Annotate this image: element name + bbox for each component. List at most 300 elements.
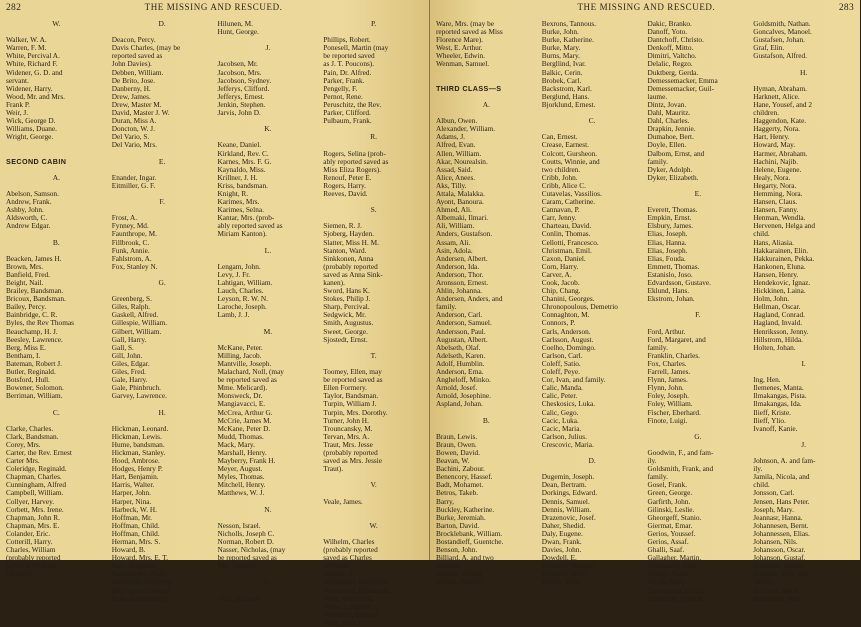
- name-entry: De Brito, Jose.: [111, 75, 156, 85]
- name-entry: Renouf, Peter E.: [323, 172, 372, 182]
- name-entry: Malachard, Noll, (may: [217, 367, 284, 377]
- name-entry: Coelho, Domingo.: [541, 342, 596, 352]
- name-entry: Clarke, Charles.: [6, 423, 54, 433]
- name-entry: Chapman, John R.: [6, 512, 60, 522]
- name-entry: Traut, Mrs. Jesse: [323, 439, 373, 449]
- name-entry: Ware, John J.: [323, 617, 363, 627]
- name-entry: Hakkarainen, Elin.: [753, 245, 809, 255]
- name-entry: Botsford, Hull.: [6, 375, 50, 385]
- name-entry: Coleff, Satio.: [541, 358, 581, 368]
- name-entry: Burns, Mary.: [541, 51, 580, 61]
- letter-heading: S.: [370, 205, 377, 215]
- letter-heading: J.: [265, 43, 271, 53]
- name-entry: Barton, David.: [436, 520, 480, 530]
- name-entry: Charteau, David.: [541, 221, 592, 231]
- name-entry: Bexrons, Tannous.: [541, 19, 597, 28]
- name-entry: Coleff, Peye.: [541, 367, 580, 377]
- name-entry: Ford, Margaret, and: [647, 334, 706, 344]
- letter-heading: A.: [52, 172, 61, 182]
- name-entry: Rogers, Selina (prob-: [323, 148, 386, 158]
- letter-heading: G.: [694, 431, 702, 441]
- name-entry: Dalbom, Ernst, and: [647, 148, 705, 158]
- name-entry: Hickman, Stanley.: [111, 447, 166, 457]
- name-entry: Hood, Ambrose.: [111, 456, 160, 466]
- name-entry: Elsbury, James.: [647, 221, 694, 231]
- name-entry: Deacon, Percy.: [111, 35, 156, 45]
- name-entry: Dumahoe, Bert.: [647, 132, 694, 142]
- name-entry: ably reported saved as: [323, 156, 389, 166]
- name-entry: Jenkin, Stephen.: [217, 99, 266, 109]
- name-entry: Asin, Adola.: [436, 245, 473, 255]
- letter-heading: F.: [159, 197, 165, 207]
- name-entry: Backstrom, Karl.: [541, 83, 592, 93]
- name-entry: Karnes, Mrs. F. G.: [217, 156, 272, 166]
- name-entry: Marshall, Henry.: [217, 447, 267, 457]
- name-entry: Nasser, Nicholas, (may: [217, 545, 286, 555]
- name-entry: McKane, Peter.: [217, 342, 263, 352]
- right-page: [430, 0, 860, 603]
- name-column: [542, 20, 643, 603]
- letter-heading: K.: [264, 124, 272, 134]
- name-entry: Giles, Edgar.: [111, 358, 150, 368]
- name-entry: McKane, Peter D.: [217, 423, 271, 433]
- name-entry: Gheorgeff, Stanio.: [647, 512, 702, 522]
- letter-heading: I.: [801, 358, 806, 368]
- name-entry: Mudd, Thomas.: [217, 431, 264, 441]
- letter-heading: J.: [801, 439, 807, 449]
- name-entry: Bjorklund, Ernest.: [541, 99, 596, 109]
- name-entry: Giermat, Emar.: [647, 520, 693, 530]
- name-entry: Johansen, Nils.: [753, 537, 798, 546]
- name-entry: Veale, James.: [323, 496, 363, 506]
- name-entry: Lauch, Charles.: [217, 286, 264, 296]
- name-entry: Clark, Bandsman.: [6, 431, 59, 441]
- name-entry: laume.: [647, 91, 668, 101]
- name-entry: Funk, Annie.: [111, 245, 150, 255]
- name-column: [218, 20, 319, 627]
- name-entry: Beacken, James H.: [6, 253, 62, 263]
- name-entry: Siemen, R. J.: [323, 221, 362, 231]
- name-entry: Gustafsen, Johan.: [753, 35, 805, 45]
- name-entry: Burke, Katherine.: [541, 35, 594, 45]
- name-entry: Mitchell, Henry.: [217, 480, 266, 490]
- name-entry: Flynn, John.: [647, 383, 684, 393]
- name-entry: Davies, John.: [541, 545, 582, 555]
- name-entry: Williams, Duane.: [6, 124, 57, 134]
- name-entry: Aronsson, Ernest.: [436, 278, 489, 287]
- spacer: [6, 141, 107, 149]
- name-entry: Gosel, Frank.: [647, 480, 688, 490]
- name-entry: Warren, F. M.: [6, 43, 47, 53]
- name-entry: Beauchamp, H. J.: [6, 326, 58, 336]
- name-entry: Edvardsson, Gustave.: [647, 278, 711, 287]
- name-entry: Delalic, Regzo.: [647, 59, 693, 69]
- name-entry: Sweet, George.: [323, 326, 368, 336]
- name-entry: family.: [753, 577, 774, 587]
- name-entry: Ahlin, Johanna.: [436, 286, 483, 296]
- name-entry: Gallagher, Martin.: [647, 553, 702, 563]
- name-entry: Jefferys, Ernest.: [217, 91, 265, 101]
- name-entry: Carter Mrs.: [6, 456, 40, 466]
- name-entry: Arnold, Josef.: [436, 383, 478, 393]
- name-entry: Corn, Harry.: [541, 261, 579, 271]
- name-entry: family.: [647, 156, 668, 166]
- name-entry: Hickkinen, Laina.: [753, 286, 806, 296]
- letter-heading: R.: [370, 132, 378, 142]
- name-entry: Joseph, Mary.: [753, 504, 794, 514]
- name-entry: Bateman, Robert J.: [6, 358, 62, 368]
- name-entry: Mangiavacci, E.: [217, 399, 266, 409]
- name-entry: Fischer, Eberhard.: [647, 407, 701, 417]
- name-entry: Gustafsch, Gideon.: [647, 593, 704, 603]
- name-entry: Andersen, Anders, and: [436, 294, 503, 304]
- name-entry: Wilhelm, Charles: [323, 537, 375, 546]
- letter-heading: B.: [482, 415, 490, 425]
- name-entry: Cutavelas, Vassilios.: [541, 188, 602, 198]
- name-entry: Gale, Harry.: [111, 375, 148, 385]
- name-column: [648, 20, 749, 603]
- name-entry: two children.: [541, 164, 581, 174]
- name-entry: Weise, Leopold.: [323, 601, 371, 611]
- name-entry: child.: [753, 480, 770, 490]
- name-entry: Balkic, Cerin.: [541, 67, 583, 77]
- name-entry: Fox, Stanley N.: [111, 261, 158, 271]
- name-entry: ily.: [753, 464, 763, 474]
- name-entry: Eitmiller, G. F.: [111, 180, 156, 190]
- name-entry: Hale, Reginald.: [111, 561, 158, 571]
- name-entry: Hane, Yousef, and 2: [753, 99, 813, 109]
- name-entry: Karimes, Mrs.: [217, 197, 260, 207]
- name-entry: Dantchoff, Christo.: [647, 35, 704, 45]
- name-entry: Bowener, Solomon.: [6, 383, 64, 393]
- name-entry: Carlsson, August.: [541, 334, 594, 344]
- name-entry: (probably reported: [6, 553, 61, 563]
- letter-heading: B.: [52, 237, 60, 247]
- name-entry: Coutts, Winnie, and: [541, 156, 600, 166]
- name-entry: Wright, George.: [6, 132, 54, 142]
- name-entry: Williams.: [323, 561, 352, 571]
- name-entry: Connaghton, M.: [541, 310, 590, 320]
- name-entry: Hume, bandsman.: [111, 439, 165, 449]
- name-entry: Taylor, Bandsman.: [323, 391, 379, 401]
- name-entry: Assad, Said.: [436, 164, 473, 174]
- name-entry: Carlson, Carl.: [541, 350, 583, 360]
- name-entry: Flynn, James.: [647, 375, 688, 385]
- name-entry: Cor, Ivan, and family.: [541, 375, 606, 385]
- name-entry: Bergllind, Ivar.: [541, 59, 586, 69]
- name-entry: Hansen, Claus.: [753, 197, 798, 207]
- name-entry: Carr, Jenny.: [541, 213, 577, 223]
- name-entry: Hickman, Leonard.: [111, 423, 169, 433]
- name-entry: Hervenen, Helga and: [753, 221, 816, 231]
- name-entry: Dennis, William.: [541, 504, 592, 514]
- name-entry: Harper, John.: [111, 488, 151, 498]
- right-name-columns: [436, 20, 854, 603]
- name-entry: Glynn, Mary.: [647, 577, 687, 587]
- name-entry: Hagland, Invald.: [753, 318, 803, 328]
- name-entry: Bacoss, Boulos.: [436, 577, 483, 587]
- name-entry: Dwyer, Tillie.: [541, 577, 583, 587]
- name-entry: Gilinski, Leslie.: [647, 504, 695, 514]
- name-entry: Daher, Shedid.: [541, 520, 586, 530]
- name-entry: Drew, James.: [111, 91, 151, 101]
- name-entry: Lamb, J. J.: [217, 310, 250, 320]
- name-entry: Daly, Eugene.: [541, 528, 583, 538]
- name-entry: Hodges, Henry P.: [111, 464, 163, 474]
- name-entry: Wenman, Samuel.: [436, 59, 490, 69]
- name-entry: Danberny, H.: [111, 83, 151, 93]
- name-entry: Foley, William.: [647, 399, 693, 409]
- name-entry: Brocklebank, William.: [436, 528, 503, 538]
- name-entry: Weir, J.: [6, 108, 29, 118]
- name-entry: Ayont, Banoura.: [436, 197, 484, 207]
- name-entry: Herman, Mrs. S.: [111, 537, 161, 546]
- name-entry: Gronnestad, Daniel.: [647, 585, 707, 595]
- name-entry: Johansson, Oscar.: [753, 545, 806, 555]
- name-entry: Miss Eliza Rogers).: [323, 164, 382, 174]
- name-entry: Enander, Ingar.: [111, 172, 157, 182]
- name-entry: Assam, Ali.: [436, 237, 471, 247]
- name-entry: Johnsson, Malkar.: [753, 561, 807, 571]
- name-entry: Everett, Thomas.: [647, 205, 698, 215]
- name-entry: Dorkings, Edward.: [541, 488, 598, 498]
- name-entry: Holten, Johan.: [753, 342, 796, 352]
- name-entry: Karimes, Selna.: [217, 205, 264, 215]
- name-entry: Norman, Robert D.: [217, 537, 274, 546]
- name-entry: Anderson, Thor.: [436, 269, 484, 279]
- name-entry: Hankonen, Eluna.: [753, 261, 806, 271]
- name-entry: Hoffman, Child.: [111, 520, 160, 530]
- section-heading: SECOND CABIN: [6, 156, 67, 166]
- name-entry: Cribb, John.: [541, 172, 578, 182]
- name-entry: Bainbridge, C. R.: [6, 310, 58, 320]
- name-entry: Calic, Manda.: [541, 383, 583, 393]
- name-entry: Banfield, Fred.: [6, 269, 50, 279]
- letter-heading: T.: [370, 350, 377, 360]
- name-entry: Coleridge, Reginald.: [6, 464, 67, 474]
- name-entry: Bachini, Zabour.: [436, 464, 485, 474]
- name-entry: Dimitri, Valtcho.: [647, 51, 697, 61]
- name-entry: Demessemacker, Guil-: [647, 83, 715, 93]
- name-entry: Gerios, Assaf.: [647, 537, 689, 546]
- name-entry: servant.: [6, 75, 29, 85]
- name-entry: Otter, Richard.: [217, 593, 261, 603]
- name-entry: Slatter, Miss H. M.: [323, 237, 379, 247]
- name-entry: Stokes, Philip J.: [323, 294, 371, 304]
- name-entry: Green, George.: [647, 488, 693, 498]
- name-entry: Dakic, Branko.: [647, 19, 692, 28]
- name-entry: Keane, Daniel.: [217, 140, 262, 150]
- name-entry: Phillips, Robert.: [323, 35, 371, 45]
- name-entry: Goodwin, F., and fam-: [647, 447, 714, 457]
- name-entry: Harknett, Alice.: [753, 91, 800, 101]
- name-entry: Gale, Phinbruch.: [111, 383, 161, 393]
- name-entry: Braun, Lewis.: [436, 431, 478, 441]
- name-entry: Goldsmith, Nathan.: [753, 19, 811, 28]
- name-entry: Ali, William.: [436, 221, 475, 231]
- name-entry: Dahl, Charles.: [647, 116, 690, 126]
- name-entry: Elias, Hanna.: [647, 237, 687, 247]
- name-entry: (probably reported: [323, 261, 378, 271]
- name-entry: Greenberg, S.: [111, 294, 152, 304]
- name-entry: Sinkkonen, Anna: [323, 253, 374, 263]
- name-entry: Gall, S.: [111, 342, 134, 352]
- name-entry: Henman, Wendla.: [753, 213, 806, 223]
- name-entry: Widener, G. D. and: [6, 67, 63, 77]
- name-entry: Smith, Augustus.: [323, 318, 374, 328]
- name-entry: Albemaki, Ilmari.: [436, 213, 489, 223]
- name-entry: Fox, Charles.: [647, 358, 687, 368]
- name-entry: Anderson, Samuel.: [436, 318, 492, 328]
- name-entry: Frank P.: [6, 99, 30, 109]
- name-entry: Cribb, Alice C.: [541, 180, 586, 190]
- name-entry: Allen, William.: [436, 148, 482, 158]
- name-entry: Howard, Mrs. E. T.: [111, 553, 169, 563]
- name-entry: Charles, William: [6, 545, 56, 555]
- letter-heading: W.: [52, 19, 61, 28]
- letter-heading: N.: [264, 504, 272, 514]
- name-entry: Adelseth, Karen.: [436, 350, 486, 360]
- name-entry: Crease, Earnest.: [541, 140, 589, 150]
- name-entry: Burke, Jeremiah.: [436, 512, 486, 522]
- name-entry: Turpin, Mrs. Dorothy.: [323, 407, 388, 417]
- name-entry: Hansen, Henry.: [753, 269, 799, 279]
- name-entry: Dugemin, Joseph.: [541, 472, 595, 482]
- name-entry: Ford, Arthur.: [647, 326, 686, 336]
- name-entry: be reported saved as: [217, 553, 277, 563]
- name-entry: Dwan, Frank.: [541, 537, 582, 546]
- name-entry: Anders, Gustafson.: [436, 229, 493, 239]
- name-entry: Dowdell, E.: [541, 553, 577, 563]
- name-entry: Caxon, Daniel.: [541, 253, 586, 263]
- name-entry: Gerios, Youssef.: [647, 528, 696, 538]
- name-entry: Ilieff, Ylio.: [753, 415, 786, 425]
- name-entry: Sharp, Percival.: [323, 302, 370, 312]
- name-entry: Estanislo, Joso.: [647, 269, 693, 279]
- letter-heading: E.: [158, 156, 166, 166]
- letter-heading: L.: [264, 245, 272, 255]
- name-entry: be reported saved: [323, 51, 375, 61]
- name-entry: Ing, Hen.: [753, 375, 781, 385]
- name-entry: Peruschitz, the Rev.: [323, 99, 382, 109]
- name-entry: Davison, Mary.: [541, 569, 587, 579]
- name-entry: saved as Charles: [323, 553, 372, 563]
- name-entry: saved as William: [6, 561, 56, 571]
- name-entry: Andrew, Frank.: [6, 197, 52, 207]
- name-entry: Betros, Takeb.: [436, 488, 479, 498]
- name-entry: West, E. Arthur.: [436, 43, 483, 53]
- name-entry: Henriksson, Jenny.: [753, 326, 809, 336]
- name-entry: Anderson, Ida.: [436, 261, 480, 271]
- name-entry: Elias, Joseph.: [647, 229, 688, 239]
- name-entry: Jensen, Hans Peter.: [753, 496, 810, 506]
- page-number: 282: [6, 3, 22, 13]
- name-entry: Jeannasr, Hanna.: [753, 512, 803, 522]
- name-entry: reported saved as Miss: [436, 27, 503, 37]
- name-entry: Del Vario, Mrs.: [111, 140, 158, 150]
- name-entry: Franklin, Charles.: [647, 350, 700, 360]
- name-entry: Mayberry, Frank H.: [217, 456, 276, 466]
- name-entry: Bricoux, Bandsman.: [6, 294, 66, 304]
- name-entry: Carver, A.: [541, 269, 572, 279]
- name-entry: Drazenovic, Josef.: [541, 512, 596, 522]
- name-entry: Billiard, A. and two: [436, 553, 494, 563]
- name-entry: Berg, Miss E.: [6, 342, 47, 352]
- name-column: [753, 20, 854, 603]
- name-entry: Ghalli, Saaf.: [647, 545, 685, 555]
- name-entry: Rogers, Harry.: [323, 180, 366, 190]
- name-column: [6, 20, 107, 627]
- name-entry: Kantar, Mrs. (prob-: [217, 213, 275, 223]
- letter-heading: D.: [588, 456, 596, 466]
- name-entry: saved as Anna Sink-: [323, 269, 383, 279]
- letter-heading: H.: [799, 67, 808, 77]
- name-entry: Johnson, Jakob.: [753, 585, 800, 595]
- name-entry: Badt, Mohamet.: [436, 480, 484, 490]
- name-entry: Fynney, Md.: [111, 221, 149, 231]
- name-entry: Gussmann, Alex.: [647, 561, 698, 571]
- name-entry: Johnson, Ellis, and: [753, 569, 809, 579]
- name-entry: Albun, Owen.: [436, 116, 478, 126]
- name-entry: Chapman, Charles.: [6, 472, 62, 482]
- name-entry: Chapman, Mrs. E.: [6, 520, 60, 530]
- name-entry: Denkoff, Mitto.: [647, 43, 694, 53]
- name-entry: Pain, Dr. Alfred.: [323, 67, 372, 77]
- name-entry: Wheadon, Edward.: [323, 609, 380, 619]
- name-entry: Abelson, Samson.: [6, 188, 59, 198]
- letter-heading: A.: [482, 99, 491, 109]
- name-entry: saved as Mrs. Jessie: [323, 456, 383, 466]
- name-entry: Goldsmith, Frank, and: [647, 464, 714, 474]
- name-entry: Corbett, Mrs. Irene.: [6, 504, 64, 514]
- name-entry: Hemming, Nora.: [753, 188, 803, 198]
- name-entry: Elias, Joseph.: [647, 245, 688, 255]
- name-entry: Hoffman, Child.: [111, 528, 160, 538]
- name-entry: Gillespie, William.: [111, 318, 168, 328]
- letter-heading: E.: [694, 188, 702, 198]
- name-entry: Turpin, William J.: [323, 399, 377, 409]
- name-entry: Brobek, Carl.: [541, 75, 582, 85]
- name-entry: Can, Ernest.: [541, 132, 578, 142]
- name-entry: Brailey, Bandsman.: [6, 286, 64, 296]
- name-entry: Gilbert, William.: [111, 326, 162, 336]
- letter-heading: C.: [52, 407, 60, 417]
- name-entry: Brown, Mrs.: [6, 261, 44, 271]
- page-number: 283: [838, 3, 854, 13]
- name-entry: Cannavan, P.: [541, 205, 580, 215]
- name-entry: Mantville, Joseph.: [217, 358, 272, 368]
- name-entry: Haggerty, Nora.: [753, 124, 800, 134]
- name-entry: Gall, Harry.: [111, 334, 147, 344]
- name-entry: Harmer, Abraham.: [753, 148, 808, 158]
- name-entry: Garvey, Lawrence.: [111, 391, 167, 401]
- name-entry: Monsweck, Dr.: [217, 391, 263, 401]
- name-entry: Calic, Peter.: [541, 391, 578, 401]
- name-entry: Hellman, Oscar.: [753, 302, 801, 312]
- name-entry: Barry,: [436, 496, 454, 506]
- name-entry: Calic, Gego.: [541, 407, 579, 417]
- name-entry: Giles, Fred.: [111, 367, 147, 377]
- name-entry: Angheloff, Minko.: [436, 375, 491, 385]
- name-entry: as Anna Hamilton).: [111, 593, 169, 603]
- name-entry: Widener, Harry.: [6, 83, 53, 93]
- name-entry: Dean, Bertram.: [541, 480, 587, 490]
- name-entry: Drew, Master M.: [111, 99, 162, 109]
- name-entry: Jamila, Nicola, and: [753, 472, 810, 482]
- name-entry: Byles, the Rev Thomas: [6, 318, 74, 328]
- name-entry: Drapkin, Jennie.: [647, 124, 696, 134]
- name-entry: Duran, Miss A.: [111, 116, 157, 126]
